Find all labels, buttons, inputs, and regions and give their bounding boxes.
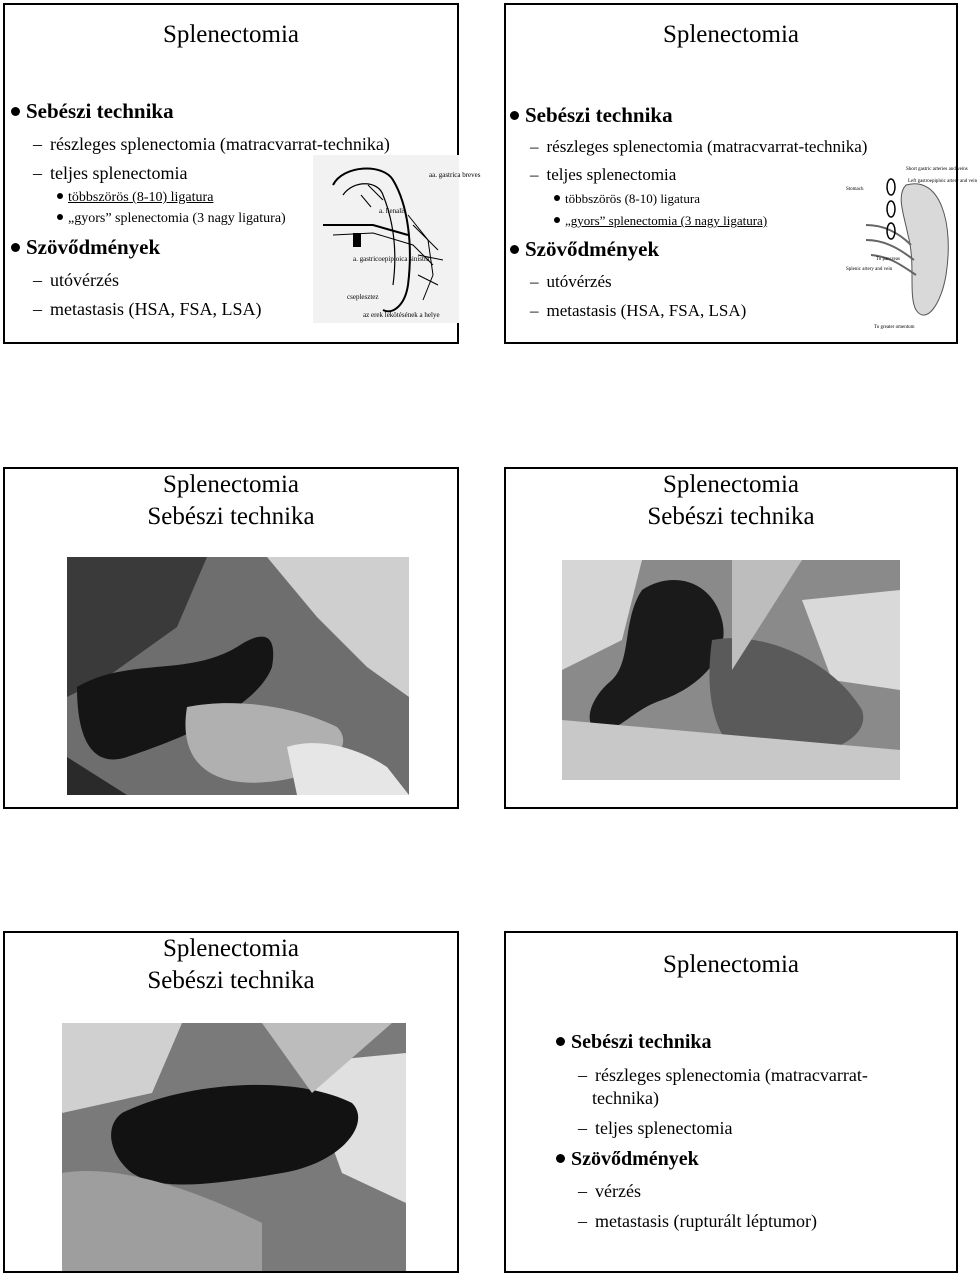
slide-3-subtitle: Sebészi technika xyxy=(147,503,315,530)
diagram-label: To greater omentum xyxy=(874,325,915,330)
diagram-label: aa. gastrica breves xyxy=(429,171,481,179)
bullet-l3: „gyors” splenectomia (3 nagy ligatura) xyxy=(554,213,767,229)
bullet-l2: – részleges splenectomia (matracvarrat-technika) xyxy=(33,134,390,154)
bullet-l2: – metastasis (HSA, FSA, LSA) xyxy=(530,301,747,320)
bullet-l2: – részleges splenectomia (matracvarrat-technika) xyxy=(530,137,868,156)
bullet-l2: – vérzés xyxy=(578,1181,641,1201)
diagram-label: Splenic artery and vein xyxy=(846,267,893,272)
diagram-label: a. gastricoepiploica sinistra xyxy=(353,255,430,263)
bullet-l1: Szövődmények xyxy=(11,235,160,260)
stomach-vessel-diagram xyxy=(313,155,481,323)
diagram-label: cseplesztez xyxy=(347,293,379,301)
slide-1 xyxy=(3,3,481,344)
bullet-l2: – teljes splenectomia xyxy=(578,1118,733,1138)
diagram-label: az erek lekötésének a helye xyxy=(363,311,440,319)
bullet-l3: többszörös (8-10) ligatura xyxy=(554,191,700,207)
bullet-l1: Sebészi technika xyxy=(556,1031,712,1054)
slide-4-title: Splenectomia xyxy=(662,471,800,498)
slide-4 xyxy=(504,467,958,809)
surgery-photo xyxy=(67,557,409,795)
surgery-photo xyxy=(62,1023,406,1271)
diagram-label: Left gastroepiploic artery and vein xyxy=(908,179,977,184)
slide-6 xyxy=(504,931,958,1273)
slide-1-title: Splenectomia xyxy=(162,21,300,48)
diagram-label: Short gastric arteries and veins xyxy=(906,167,968,172)
surgery-photo xyxy=(562,560,900,780)
slide-4-subtitle: Sebészi technika xyxy=(647,503,815,530)
bullet-l2: – utóvérzés xyxy=(530,272,612,291)
bullet-l2: – teljes splenectomia xyxy=(33,163,188,183)
slide-3-title: Splenectomia xyxy=(162,471,300,498)
bullet-l3: többszörös (8-10) ligatura xyxy=(57,190,213,206)
slide-3 xyxy=(3,467,459,809)
slide-6-title: Splenectomia xyxy=(662,951,800,978)
slide-5-subtitle: Sebészi technika xyxy=(147,967,315,994)
slide-2 xyxy=(504,3,977,344)
bullet-l2: – metastasis (HSA, FSA, LSA) xyxy=(33,299,262,319)
bullet-l2: – teljes splenectomia xyxy=(530,165,677,184)
bullet-l2: – részleges splenectomia (matracvarrat- xyxy=(578,1065,868,1085)
slide-2-title: Splenectomia xyxy=(662,21,800,48)
diagram-label: To pancreas xyxy=(876,257,900,262)
bullet-l1: Szövődmények xyxy=(510,237,659,262)
bullet-l1: Sebészi technika xyxy=(11,99,174,124)
diagram-label: a. lienalis xyxy=(379,207,406,215)
bullet-l2: – metastasis (rupturált léptumor) xyxy=(578,1211,817,1231)
slide-5-title: Splenectomia xyxy=(162,935,300,962)
slide-5 xyxy=(3,931,459,1273)
bullet-l3: „gyors” splenectomia (3 nagy ligatura) xyxy=(57,211,286,227)
bullet-l2: – utóvérzés xyxy=(33,270,119,290)
bullet-l1: Szövődmények xyxy=(556,1148,699,1171)
bullet-l1: Sebészi technika xyxy=(510,103,673,128)
bullet-l2-continuation: technika) xyxy=(592,1088,659,1108)
spleen-vessel-diagram xyxy=(846,165,977,343)
diagram-label: Stomach xyxy=(846,187,864,192)
